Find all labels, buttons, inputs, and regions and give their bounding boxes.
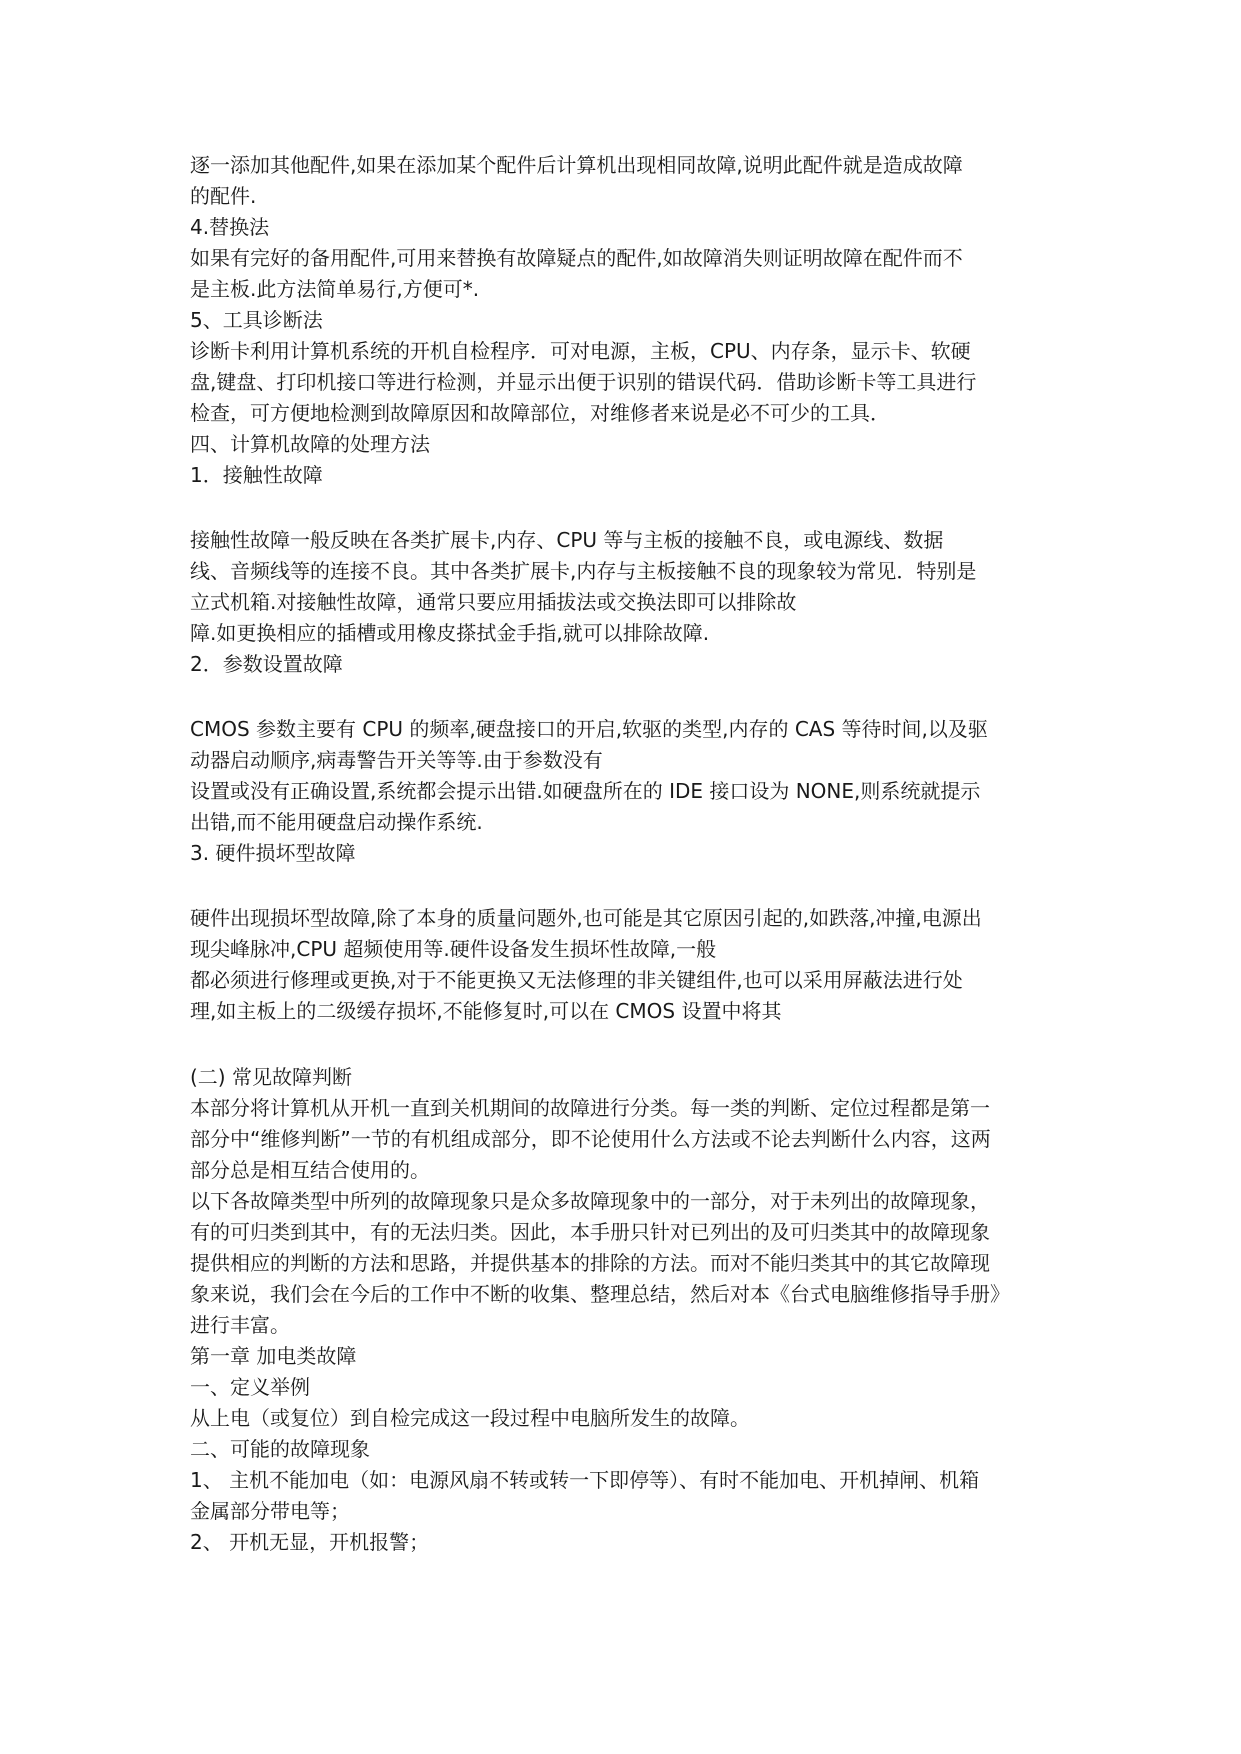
text-line: 从上电（或复位）到自检完成这一段过程中电脑所发生的故障。 [190, 1406, 750, 1430]
text-line: 障.如更换相应的插槽或用橡皮搽拭金手指,就可以排除故障. [190, 621, 710, 645]
text-line: 诊断卡利用计算机系统的开机自检程序．可对电源，主板，CPU、内存条，显示卡、软硬 [190, 339, 971, 363]
text-line: 有的可归类到其中，有的无法归类。因此，本手册只针对已列出的及可归类其中的故障现象 [190, 1220, 990, 1244]
text-line: 理,如主板上的二级缓存损坏,不能修复时,可以在 CMOS 设置中将其 [190, 999, 782, 1023]
section-heading: 1．接触性故障 [190, 463, 323, 487]
text-line: 以下各故障类型中所列的故障现象只是众多故障现象中的一部分，对于未列出的故障现象， [190, 1189, 990, 1213]
text-line: 2、 开机无显，开机报警； [190, 1530, 430, 1554]
text-line: 部分总是相互结合使用的。 [190, 1158, 430, 1182]
text-line: 本部分将计算机从开机一直到关机期间的故障进行分类。每一类的判断、定位过程都是第一 [190, 1096, 990, 1120]
text-line: 提供相应的判断的方法和思路，并提供基本的排除的方法。而对不能归类其中的其它故障现 [190, 1251, 990, 1275]
section-heading: 一、定义举例 [190, 1375, 310, 1399]
text-line: 硬件出现损坏型故障,除了本身的质量问题外,也可能是其它原因引起的,如跌落,冲撞,电源出 [190, 906, 982, 930]
text-line: 金属部分带电等； [190, 1499, 350, 1523]
text-line: 动器启动顺序,病毒警告开关等等.由于参数没有 [190, 748, 603, 772]
text-line: 线、音频线等的连接不良。其中各类扩展卡,内存与主板接触不良的现象较为常见．特别是 [190, 559, 977, 583]
text-line: 1、 主机不能加电（如：电源风扇不转或转一下即停等）、有时不能加电、开机掉闸、机箱 [190, 1468, 980, 1492]
text-line: 进行丰富。 [190, 1313, 290, 1337]
text-line: 是主板.此方法简单易行,方便可*. [190, 277, 480, 301]
section-heading: 四、计算机故障的处理方法 [190, 432, 430, 456]
text-line: 现尖峰脉冲,CPU 超频使用等.硬件设备发生损坏性故障,一般 [190, 937, 717, 961]
section-heading: (二) 常见故障判断 [190, 1065, 352, 1089]
section-heading: 4.替换法 [190, 215, 270, 239]
text-line: 象来说，我们会在今后的工作中不断的收集、整理总结，然后对本《台式电脑维修指导手册》 [190, 1282, 1010, 1306]
text-line: CMOS 参数主要有 CPU 的频率,硬盘接口的开启,软驱的类型,内存的 CAS 等待时间,以及驱 [190, 717, 988, 741]
text-line: 盘,键盘、打印机接口等进行检测，并显示出便于识别的错误代码．借助诊断卡等工具进行 [190, 370, 977, 394]
section-heading: 二、可能的故障现象 [190, 1437, 370, 1461]
text-line: 都必须进行修理或更换,对于不能更换又无法修理的非关键组件,也可以采用屏蔽法进行处 [190, 968, 963, 992]
text-line: 设置或没有正确设置,系统都会提示出错.如硬盘所在的 IDE 接口设为 NONE,则系统就提示 [190, 779, 981, 803]
section-heading: 3. 硬件损坏型故障 [190, 841, 356, 865]
text-line: 立式机箱.对接触性故障，通常只要应用插拔法或交换法即可以排除故 [190, 590, 797, 614]
text-line: 如果有完好的备用配件,可用来替换有故障疑点的配件,如故障消失则证明故障在配件而不 [190, 246, 963, 270]
text-line: 部分中“维修判断”一节的有机组成部分，即不论使用什么方法或不论去判断什么内容，这两 [190, 1127, 991, 1151]
text-line: 的配件. [190, 184, 257, 208]
text-line: 接触性故障一般反映在各类扩展卡,内存、CPU 等与主板的接触不良，或电源线、数据 [190, 528, 944, 552]
text-line: 检查，可方便地检测到故障原因和故障部位，对维修者来说是必不可少的工具． [190, 401, 890, 425]
chapter-heading: 第一章 加电类故障 [190, 1344, 357, 1368]
section-heading: 2．参数设置故障 [190, 652, 343, 676]
text-line: 出错,而不能用硬盘启动操作系统. [190, 810, 483, 834]
section-heading: 5、工具诊断法 [190, 308, 323, 332]
text-line: 逐一添加其他配件,如果在添加某个配件后计算机出现相同故障,说明此配件就是造成故障 [190, 153, 963, 177]
